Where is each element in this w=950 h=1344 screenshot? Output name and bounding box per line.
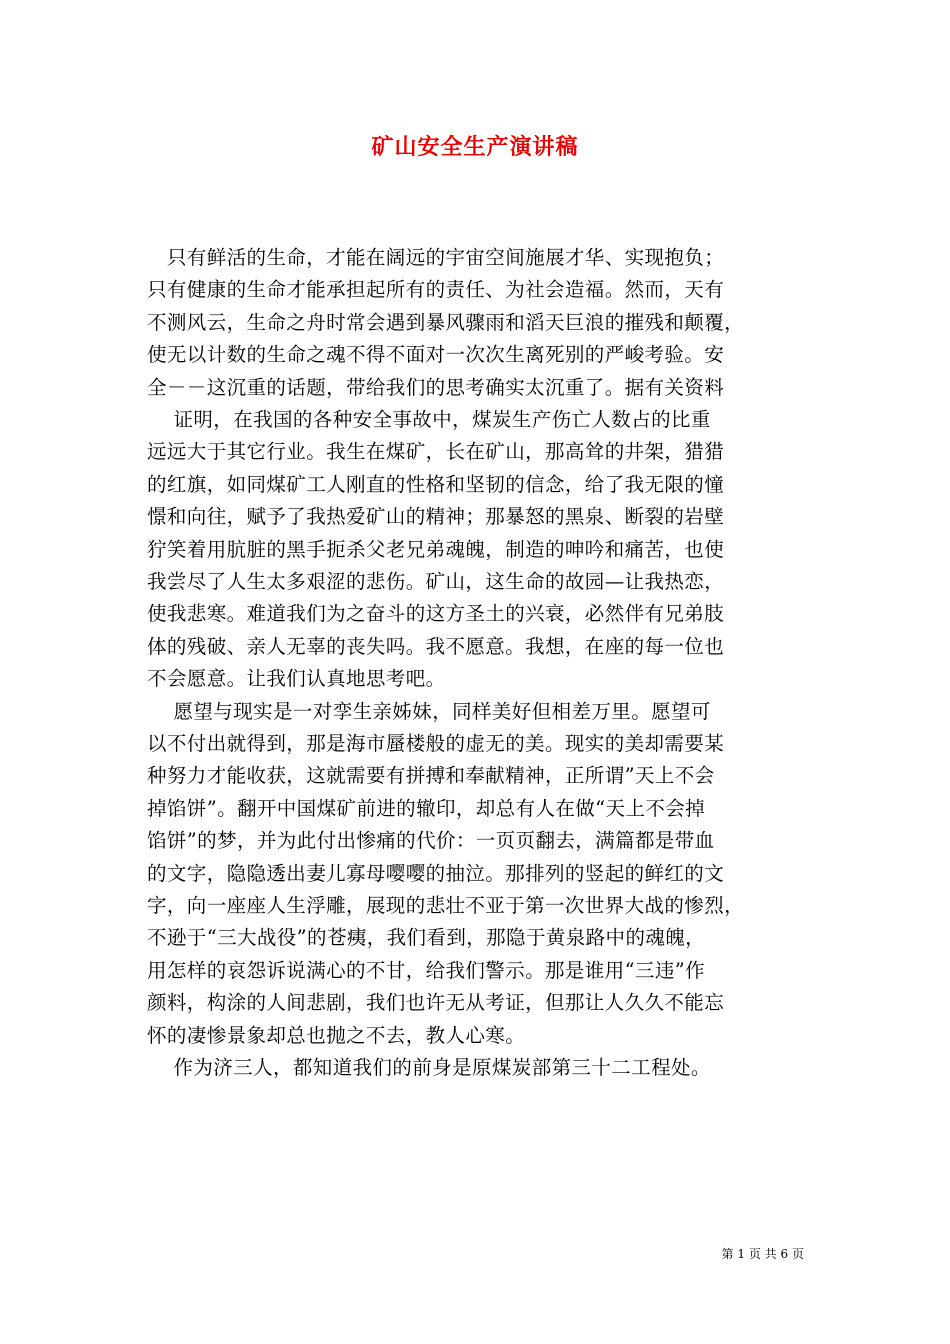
- footer-middle: 页 共: [748, 1247, 777, 1261]
- text-line: 我尝尽了人生太多艰涩的悲伤。矿山，这生命的故园—让我热恋，: [147, 570, 725, 593]
- footer-prefix: 第: [721, 1247, 734, 1261]
- text-line: 远远大于其它行业。我生在煤矿，长在矿山，那高耸的井架，猎猎: [147, 440, 725, 464]
- text-line: 以不付出就得到，那是海市蜃楼般的虚无的美。现实的美却需要某: [147, 732, 725, 755]
- text-line: 只有鲜活的生命，才能在阔远的宇宙空间施展才华、实现抱负；: [147, 246, 725, 269]
- text-line: 字，向一座座人生浮雕，展现的悲壮不亚于第一次世界大战的惨烈，: [147, 894, 745, 917]
- text-line: 怀的凄惨景象却总也抛之不去，教人心寒。: [147, 1023, 526, 1047]
- text-line: 颜料，构涂的人间悲剧，我们也许无从考证，但那让人久久不能忘: [147, 991, 725, 1015]
- text-line: 憬和向往，赋予了我热爱矿山的精神；那暴怒的黑泉、断裂的岩壁: [147, 505, 725, 529]
- text-line: 只有健康的生命才能承担起所有的责任、为社会造福。然而，天有: [147, 278, 725, 302]
- text-line: 不测风云，生命之舟时常会遇到暴风骤雨和滔天巨浪的摧残和颠覆，: [147, 310, 745, 334]
- footer-total-pages: 6: [780, 1247, 789, 1261]
- page-footer: [722, 1245, 804, 1262]
- text-line: 馅饼”的梦，并为此付出惨痛的代价：一页页翻去，满篇都是带血: [147, 829, 715, 853]
- document-title: 矿山安全生产演讲稿: [371, 134, 579, 160]
- text-line: 不逊于“三大战役”的苍痍，我们看到，那隐于黄泉路中的魂魄，: [147, 926, 706, 950]
- text-line: 体的残破、亲人无辜的丧失吗。我不愿意。我想，在座的每一位也: [147, 634, 725, 658]
- text-line: 狞笑着用肮脏的黑手扼杀父老兄弟魂魄，制造的呻吟和痛苦，也使: [147, 537, 725, 561]
- text-line: 的红旗，如同煤矿工人刚直的性格和坚韧的信念，给了我无限的憧: [147, 472, 725, 496]
- text-line: 用怎样的哀怨诉说满心的不甘，给我们警示。那是谁用“三违”作: [147, 958, 706, 982]
- text-line: 种努力才能收获，这就需要有拼搏和奉献精神，正所谓”天上不会: [147, 764, 715, 788]
- footer-current-page: 1: [737, 1247, 746, 1261]
- text-line: 全－－这沉重的话题，带给我们的思考确实太沉重了。据有关资料: [147, 375, 725, 399]
- text-line: 不会愿意。让我们认真地思考吧。: [147, 667, 446, 691]
- footer-suffix: 页: [791, 1247, 804, 1261]
- text-line: 的文字，隐隐透出妻儿寡母嘤嘤的抽泣。那排列的竖起的鲜红的文: [147, 861, 725, 885]
- text-line: 使我悲寒。难道我们为之奋斗的这方圣土的兴衰，必然伴有兄弟肢: [147, 602, 725, 626]
- text-line: 作为济三人，都知道我们的前身是原煤炭部第三十二工程处。: [147, 1056, 711, 1079]
- text-line: 使无以计数的生命之魂不得不面对一次次生离死别的严峻考验。安: [147, 343, 725, 367]
- text-line: 掉馅饼”。翻开中国煤矿前进的辙印，却总有人在做“天上不会掉: [147, 796, 706, 820]
- text-line: 证明，在我国的各种安全事故中，煤炭生产伤亡人数占的比重: [147, 408, 711, 431]
- text-line: 愿望与现实是一对孪生亲姊妹，同样美好但相差万里。愿望可: [147, 699, 711, 723]
